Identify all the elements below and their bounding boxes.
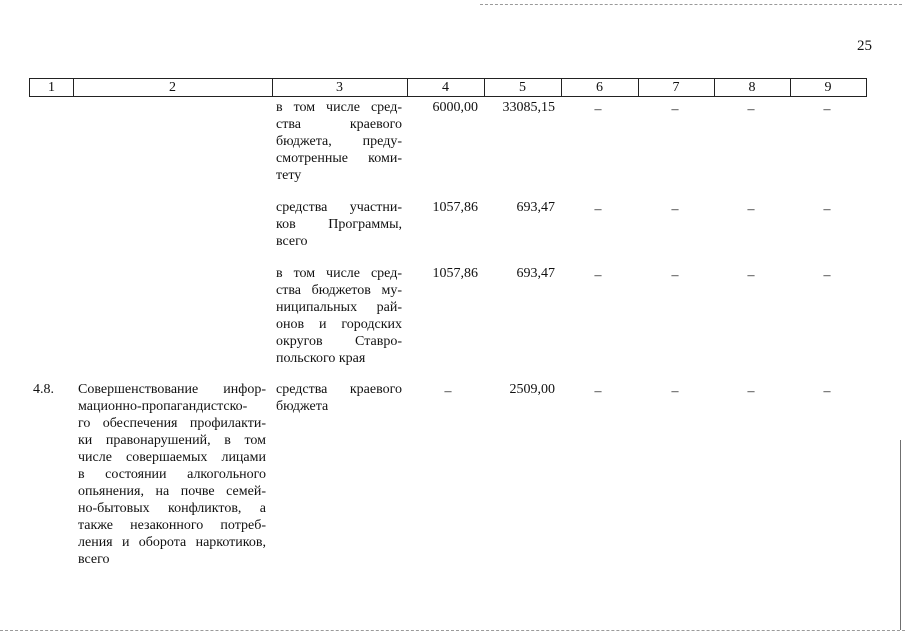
funding-source-line: в том числе сред- xyxy=(276,100,402,115)
column-header-3: 3 xyxy=(336,80,343,95)
cell-col-9: – xyxy=(823,268,831,283)
cell-col-8: – xyxy=(747,202,755,217)
cell-col-7: – xyxy=(671,202,679,217)
measure-name-line: числе совершаемых лицами xyxy=(78,450,266,465)
measure-name-line: всего xyxy=(78,552,110,567)
measure-name-line: Совершенствование инфор- xyxy=(78,382,266,397)
funding-source-line: польского края xyxy=(276,351,366,366)
funding-source-line: ниципальных рай- xyxy=(276,300,402,315)
cell-col-8: – xyxy=(747,102,755,117)
cell-col-4: 6000,00 xyxy=(432,100,478,115)
measure-name-line: также незаконного потреб- xyxy=(78,518,266,533)
column-header-7: 7 xyxy=(672,80,680,95)
cell-col-6: – xyxy=(594,384,602,399)
cell-col-8: – xyxy=(747,384,755,399)
cell-col-8: – xyxy=(747,268,755,283)
measure-name-line: го обеспечения профилакти- xyxy=(78,416,266,431)
cell-col-4: 1057,86 xyxy=(432,200,478,215)
funding-source-line: тету xyxy=(276,168,302,183)
funding-source-line: средства краевого xyxy=(276,382,402,397)
measure-name-line: в состоянии алкогольного xyxy=(78,467,266,482)
funding-source-line: округов Ставро- xyxy=(276,334,402,349)
funding-source-line: средства участни- xyxy=(276,200,402,215)
cell-col-7: – xyxy=(671,102,679,117)
column-header-4: 4 xyxy=(442,80,449,95)
cell-col-9: – xyxy=(823,102,831,117)
cell-col-9: – xyxy=(823,202,831,217)
cell-col-4: – xyxy=(444,384,452,399)
cell-col-6: – xyxy=(594,202,602,217)
funding-source-line: бюджета xyxy=(276,399,329,414)
funding-source-line: смотренные коми- xyxy=(276,151,402,166)
cell-col-7: – xyxy=(671,384,679,399)
cell-col-5: 33085,15 xyxy=(502,100,555,115)
cell-col-4: 1057,86 xyxy=(432,266,478,281)
column-header-5: 5 xyxy=(519,80,526,95)
cell-col-6: – xyxy=(594,102,602,117)
cell-col-5: 2509,00 xyxy=(509,382,555,397)
cell-col-6: – xyxy=(594,268,602,283)
measure-name-line: но-бытовых конфликтов, а xyxy=(78,501,266,516)
scan-artifact-bottom-line xyxy=(0,630,905,631)
cell-col-7: – xyxy=(671,268,679,283)
funding-source-line: ства бюджетов му- xyxy=(276,283,402,298)
column-header-1: 1 xyxy=(48,80,55,95)
row-number: 4.8. xyxy=(33,382,54,397)
funding-source-line: в том числе сред- xyxy=(276,266,402,281)
funding-source-line: всего xyxy=(276,234,308,249)
column-header-9: 9 xyxy=(824,80,832,95)
scan-artifact-right-edge xyxy=(900,440,901,630)
page-number: 25 xyxy=(857,38,872,54)
scan-artifact-top-line xyxy=(480,4,902,5)
funding-source-line: онов и городских xyxy=(276,317,402,332)
measure-name-line: опьянения, на почве семей- xyxy=(78,484,266,499)
column-header-2: 2 xyxy=(169,80,176,95)
cell-col-5: 693,47 xyxy=(516,266,555,281)
measure-name-line: ления и оборота наркотиков, xyxy=(78,535,266,550)
column-header-8: 8 xyxy=(748,80,756,95)
column-header-6: 6 xyxy=(596,80,603,95)
measure-name-line: ки правонарушений, в том xyxy=(78,433,266,448)
cell-col-9: – xyxy=(823,384,831,399)
cell-col-5: 693,47 xyxy=(516,200,555,215)
funding-source-line: ков Программы, xyxy=(276,217,402,232)
table-header-row xyxy=(29,78,867,97)
measure-name-line: мационно-пропагандистско- xyxy=(78,399,248,414)
funding-source-line: бюджета, преду- xyxy=(276,134,402,149)
funding-source-line: ства краевого xyxy=(276,117,402,132)
